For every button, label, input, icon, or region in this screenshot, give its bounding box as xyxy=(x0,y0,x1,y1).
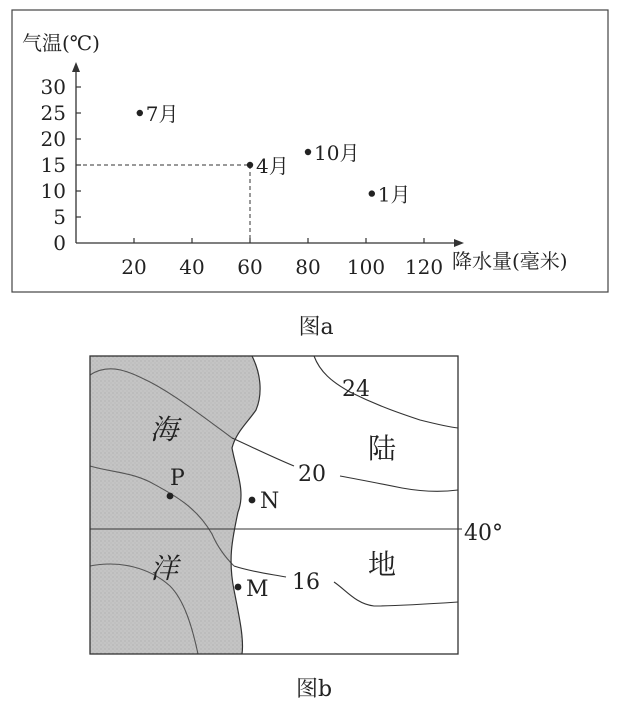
latitude-label: 40° xyxy=(464,521,503,546)
x-tick-label: 100 xyxy=(346,255,386,279)
sea-label-hai: 海 xyxy=(150,413,179,446)
land-label-lu: 陆 xyxy=(368,432,397,465)
x-ticks xyxy=(121,238,443,279)
figure-b-caption: 图b xyxy=(295,677,333,702)
data-points xyxy=(137,102,411,207)
figure-a-caption: 图a xyxy=(298,315,334,340)
data-point-3 xyxy=(369,190,375,196)
data-point-0 xyxy=(137,110,143,116)
data-point-label: 4月 xyxy=(256,154,289,178)
point-n-marker xyxy=(249,497,256,504)
y-tick-label: 10 xyxy=(40,179,66,203)
sea-label-yang: 洋 xyxy=(150,552,179,585)
figure-b xyxy=(90,356,503,654)
x-axis-label: 降水量(毫米) xyxy=(452,249,568,273)
y-ticks xyxy=(41,75,81,255)
point-p-label: P xyxy=(170,466,185,491)
isotherm-24-label: 24 xyxy=(342,377,370,402)
y-tick-label: 5 xyxy=(53,205,66,229)
y-tick-label: 15 xyxy=(40,153,66,177)
x-tick-label: 120 xyxy=(404,255,444,279)
data-point-1 xyxy=(247,162,253,168)
point-p-marker xyxy=(167,493,174,500)
x-tick-label: 40 xyxy=(179,255,205,279)
y-tick-label: 30 xyxy=(40,75,66,99)
y-tick-label: 0 xyxy=(53,231,66,255)
data-point-label: 7月 xyxy=(145,102,179,126)
x-axis-arrow xyxy=(454,239,464,247)
y-tick-label: 25 xyxy=(40,101,66,125)
guide-lines xyxy=(76,165,250,243)
y-tick-label: 20 xyxy=(40,127,66,151)
x-tick-label: 20 xyxy=(121,255,147,279)
sea-area xyxy=(90,356,260,654)
data-point-label: 10月 xyxy=(314,141,360,165)
x-tick-label: 60 xyxy=(237,255,263,279)
data-point-2 xyxy=(305,149,311,155)
land-label-di: 地 xyxy=(368,548,397,581)
y-axis-arrow xyxy=(72,62,80,72)
data-point-label: 1月 xyxy=(377,182,411,207)
point-m-marker xyxy=(235,584,242,591)
x-tick-label: 80 xyxy=(295,255,321,279)
y-axis-label: 气温(℃) xyxy=(22,31,100,55)
isotherm-20-label: 20 xyxy=(298,462,326,487)
figure-a xyxy=(12,10,608,292)
point-m-label: M xyxy=(246,577,269,602)
isotherm-16-label: 16 xyxy=(292,570,320,595)
point-n-label: N xyxy=(260,489,280,514)
